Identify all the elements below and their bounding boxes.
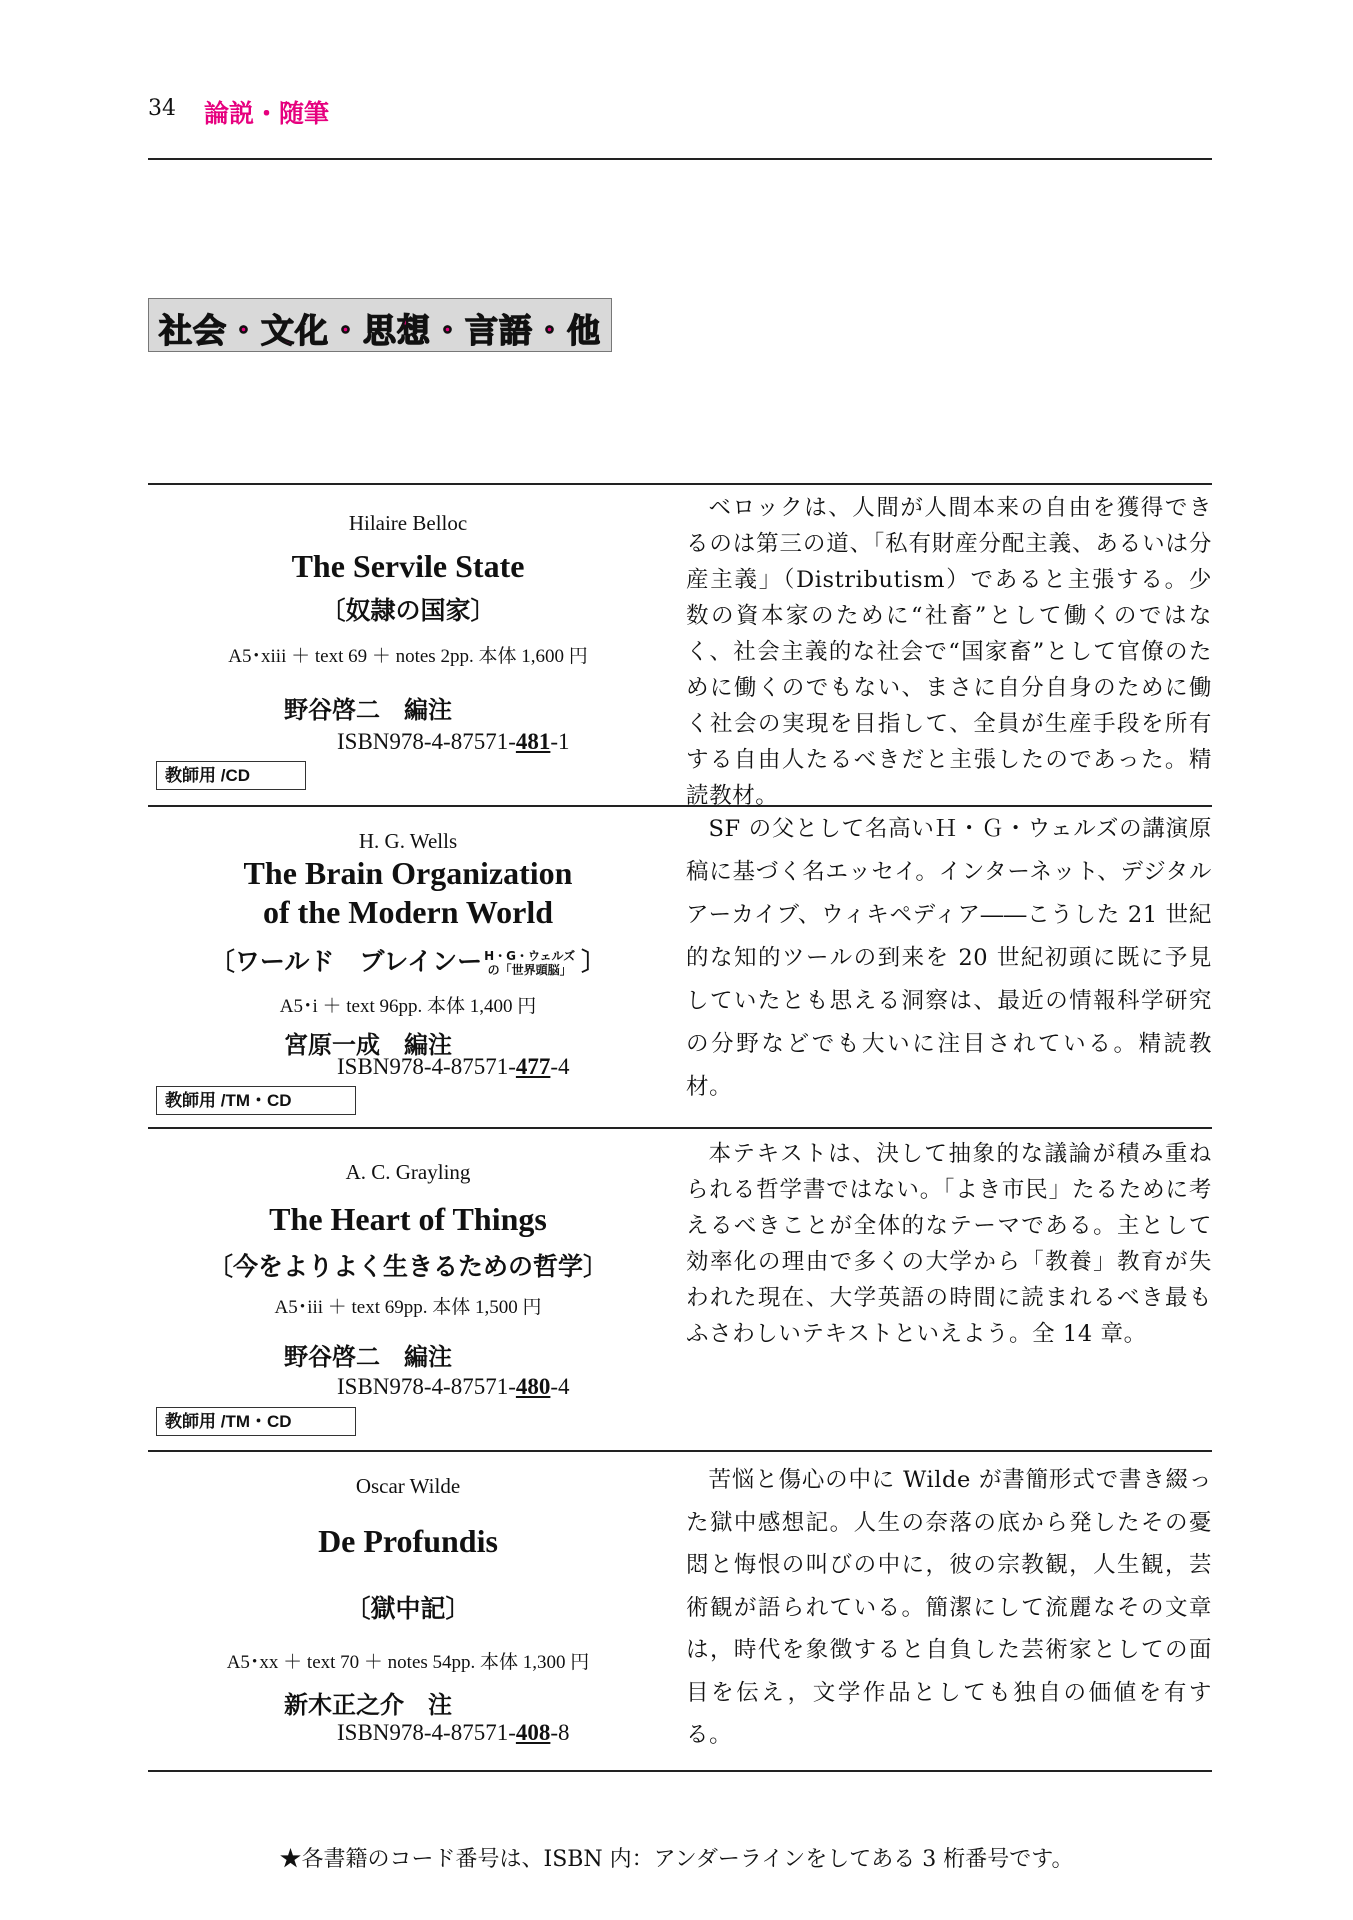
entry-rule-bottom (148, 1770, 1212, 1772)
book-japanese-title: 〔奴隷の国家〕 (320, 596, 496, 625)
isbn-code: 477 (515, 1054, 551, 1079)
book-japanese-title: 〔獄中記〕 (345, 1594, 471, 1623)
page-category: 論説・随筆 (204, 99, 330, 128)
book-author: A. C. Grayling (345, 1160, 471, 1184)
isbn-prefix: ISBN978-4-87571- (337, 729, 516, 754)
book-entry-brain-organization (148, 807, 668, 1127)
isbn-code: 481 (515, 729, 551, 754)
book-description: ベロックは、人間が人間本来の自由を獲得できるのは第三の道、「私有財産分配主義、あるいは分産主義」（Distributism）であると主張する。少数の資本家のために“社畜”として働くのではなく、社会主義的な社会で“国家畜”として官僚のために働くのでもない、まさに自分自身のために働く社会の実現を目指して、全員が生産手段を所有する自由人たるべきだと主張したのであった。精読教材。 (686, 495, 1212, 809)
teacher-badge: 教師用 /TM・CD (156, 1086, 356, 1115)
book-editor: 野谷啓二 編注 (284, 1343, 452, 1371)
book-author: Oscar Wilde (355, 1474, 461, 1498)
book-description: SF の父として名高いＨ・Ｇ・ウェルズの講演原稿に基づく名エッセイ。インターネット、デジタルアーカイブ、ウィキペディア――こうした 21 世紀的な知的ツールの到来を 20 世紀初頭に既に予見していたとも思える洞察は、最近の情報科学研究の分野などでも大いに注目されている。精読教材。 (686, 816, 1212, 1100)
book-title: The Servile State (291, 548, 525, 584)
isbn-prefix: ISBN978-4-87571- (337, 1054, 516, 1079)
jp-title-note (484, 949, 575, 977)
isbn-footnote: ★各書籍のコード番号は、ISBN 内：アンダーラインをしてある 3 桁番号です。 (279, 1847, 1074, 1872)
book-editor: 新木正之介 注 (284, 1691, 452, 1719)
book-title: The Heart of Things (269, 1201, 547, 1237)
book-spec: A5･xx ＋ text 70 ＋ notes 54pp. 本体 1,300 円 (226, 1652, 590, 1673)
book-entry-servile-state (148, 485, 668, 805)
book-author: H. G. Wells (358, 829, 458, 853)
isbn-suffix: -4 (550, 1054, 570, 1079)
isbn-code: 408 (515, 1720, 551, 1745)
book-description: 苦悩と傷心の中に Wilde が書簡形式で書き綴った獄中感想記。人生の奈落の底から発したその憂悶と悔恨の叫びの中に，彼の宗教観，人生観，芸術観が語られている。簡潔にして流麗なその文章は，時代を象徴すると自負した芸術家としての面目を伝え，文学作品としても独自の価値を有する。 (686, 1467, 1212, 1748)
isbn-suffix: -1 (550, 729, 570, 754)
book-entry-de-profundis (148, 1452, 668, 1770)
isbn-suffix: -4 (550, 1374, 570, 1399)
jp-title-note-line-2: の「世界頭脳」 (487, 963, 572, 977)
book-japanese-title: 〔今をよりよく生きるための哲学〕 (207, 1252, 608, 1281)
book-title-line-2: of the Modern World (262, 894, 554, 930)
section-title: 社会・文化・思想・言語・他 (159, 311, 601, 350)
book-title: De Profundis (318, 1523, 498, 1559)
book-editor: 野谷啓二 編注 (284, 696, 452, 724)
book-title-line-1: The Brain Organization (243, 855, 573, 891)
teacher-badge: 教師用 /TM・CD (156, 1407, 356, 1436)
book-isbn (337, 1720, 570, 1746)
book-description: 本テキストは、決して抽象的な議論が積み重ねられる哲学書ではない。「よき市民」たるために考えるべきことが全体的なテーマである。主として効率化の理由で多くの大学から「教養」教育が失われた現在、大学英語の時間に読まれるべき最もふさわしいテキストといえよう。全 14 章。 (686, 1141, 1212, 1347)
isbn-code: 480 (515, 1374, 551, 1399)
book-editor: 宮原一成 編注 (284, 1031, 452, 1059)
book-japanese-title (148, 942, 668, 978)
book-isbn (337, 729, 570, 755)
jp-title-note-line-1: H・G・ウェルズ (484, 949, 576, 963)
book-spec: A5･xiii ＋ text 69 ＋ notes 2pp. 本体 1,600 円 (228, 646, 588, 667)
header-rule (148, 158, 1212, 160)
book-author: Hilaire Belloc (348, 511, 468, 535)
book-isbn (337, 1374, 570, 1400)
book-isbn (337, 1054, 570, 1080)
isbn-prefix: ISBN978-4-87571- (337, 1720, 516, 1745)
jp-title-close: 〕 (581, 947, 607, 976)
teacher-badge: 教師用 /CD (156, 761, 306, 790)
book-spec: A5･iii ＋ text 69pp. 本体 1,500 円 (274, 1297, 542, 1318)
jp-title-main: 〔ワールド ブレインー (209, 947, 483, 976)
section-title-box (148, 298, 612, 352)
book-entry-heart-of-things (148, 1129, 668, 1449)
book-spec: A5･i ＋ text 96pp. 本体 1,400 円 (279, 996, 537, 1017)
page-number: 34 (148, 96, 176, 121)
isbn-prefix: ISBN978-4-87571- (337, 1374, 516, 1399)
isbn-suffix: -8 (550, 1720, 570, 1745)
